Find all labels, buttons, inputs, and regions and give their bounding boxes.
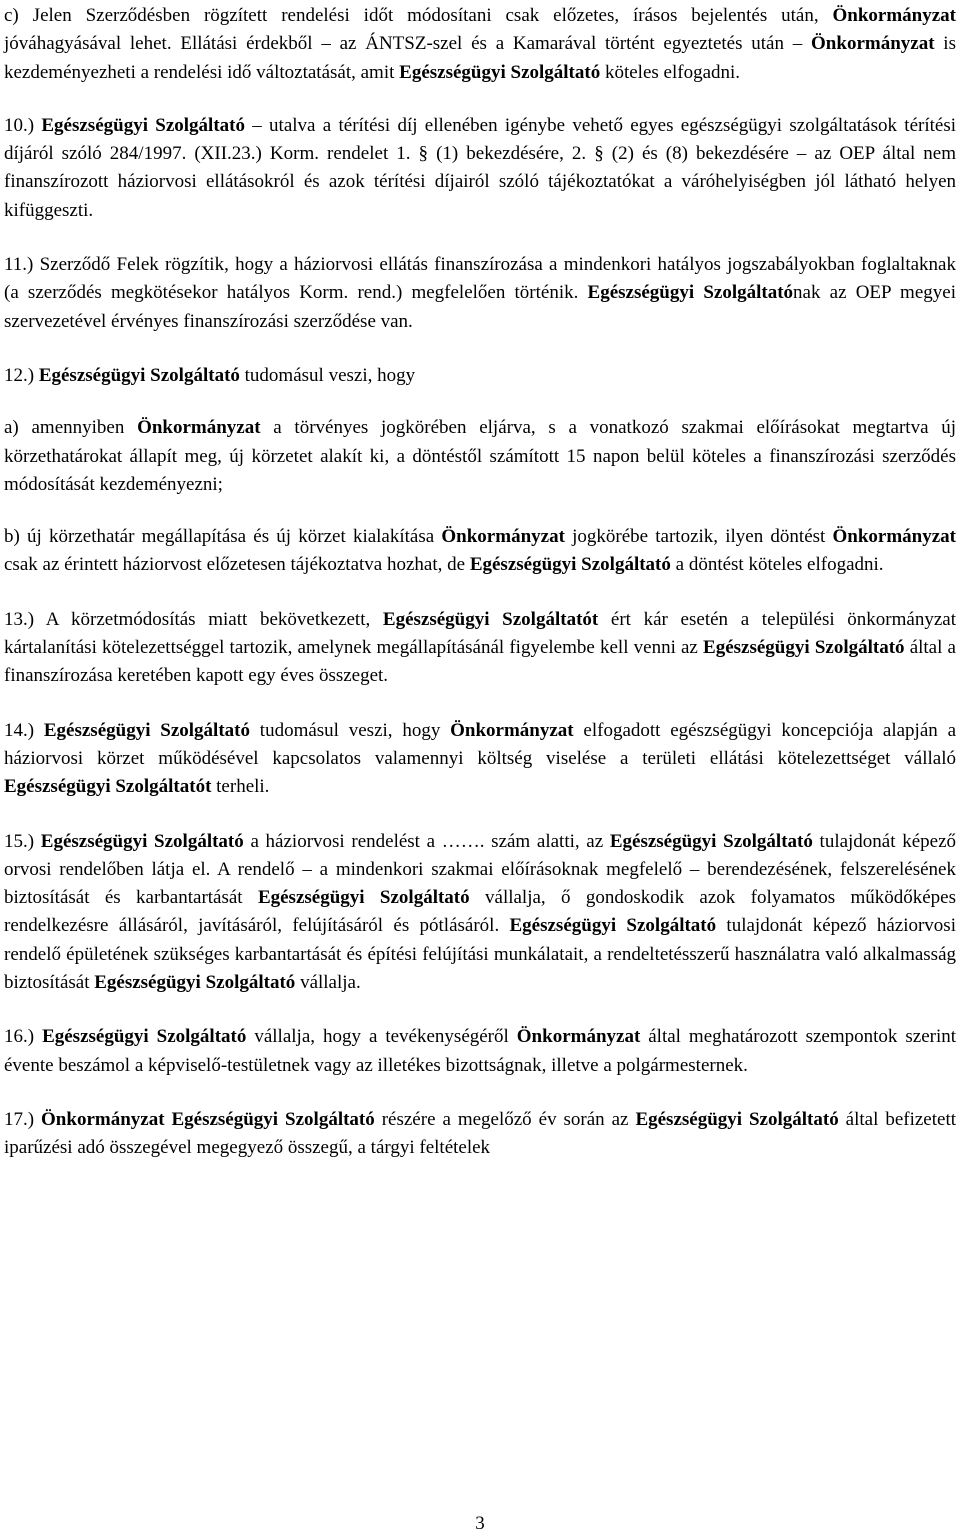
bold-text-run: Egészségügyi Szolgáltató [171, 1108, 375, 1130]
text-run: tulajdonát képező orvosi rendelőben látja el. A rendelő – a mindenkori szakmai előírásoknak megfelelő – berendezésének, felszerelésének biztosítását és karbantartását [4, 830, 956, 909]
bold-text-run: Egészségügyi Szolgáltatót [4, 776, 212, 798]
text-run: is kezdeményezheti a rendelési idő változtatását, amit [4, 33, 956, 83]
text-run: 14.) [4, 719, 44, 741]
bold-text-run: Egészségügyi Szolgáltató [509, 915, 717, 937]
text-run: a törvényes jogkörében eljárva, s a vonatkozó szakmai előírásokat megtartva új körzethatárokat állapít meg, új körzetet alakít ki, a döntéstől számított 15 napon belül köteles a finanszírozási szerződés módosítását kezdeményezni; [4, 417, 956, 495]
text-run: tulajdonát képező háziorvosi rendelő épületének szükséges karbantartását és építési felújítási munkálatait, a rendeltetésszerű használatra való alkalmasság biztosítását [4, 915, 956, 994]
bold-text-run: Egészségügyi Szolgáltató [635, 1108, 839, 1130]
text-run: csak az érintett háziorvost előzetesen tájékoztatva hozhat, de [4, 554, 470, 576]
text-run: a) amennyiben [4, 417, 138, 439]
paragraph-17 [4, 1106, 956, 1163]
text-run: tudomásul veszi, hogy [250, 719, 451, 741]
text-run: terheli. [211, 776, 270, 798]
text-run: 15.) [4, 830, 41, 852]
paragraph-11 [4, 251, 956, 336]
text-run: vállalja, ő gondoskodik azok folyamatos működőképes rendelkezésre állásáról, javításáról, felújításáról és pótlásáról. [4, 887, 956, 937]
bold-text-run: Egészségügyi Szolgáltató [399, 61, 601, 83]
bold-text-run: Önkormányzat [450, 719, 574, 741]
text-run: jóváhagyásával lehet. Ellátási érdekből – az ÁNTSZ-szel és a Kamarával történt egyeztetés után – [4, 33, 812, 55]
text-run: által a finanszírozása keretében kapott egy éves összeget. [4, 637, 956, 687]
bold-text-run: Egészségügyi Szolgáltató [42, 1026, 247, 1048]
paragraph-10 [4, 112, 956, 225]
text-run: – utalva a térítési díj ellenében igénybe vehető egyes egészségügyi szolgáltatások térítési díjáról szóló 284/1997. (XII.23.) Korm. rendelet 1. § (1) bekezdésére, 2. § (2) és (8) bekezdésére – az OEP által nem finanszírozott háziorvosi ellátásokról és azok térítési díjairól szóló tájékoztatókat a váróhelyiségben jól látható helyen kifüggeszti. [4, 114, 956, 221]
bold-text-run: Önkormányzat [41, 1108, 165, 1130]
paragraph-16 [4, 1023, 956, 1080]
bold-text-run: Önkormányzat [441, 526, 565, 548]
text-run: köteles elfogadni. [600, 61, 741, 83]
text-run: b) új körzethatár megállapítása és új körzet kialakítása [4, 526, 442, 548]
bold-text-run: Önkormányzat [516, 1026, 641, 1048]
bold-text-run: Önkormányzat [832, 526, 956, 548]
text-run: 16.) [4, 1026, 43, 1048]
paragraph-15 [4, 828, 956, 998]
text-run: 13.) A körzetmódosítás miatt bekövetkezett, [4, 608, 383, 630]
paragraph-c [4, 2, 956, 87]
text-run: által meghatározott szempontok szerint évente beszámol a képviselő-testületnek vagy az illetékes bizottságnak, illetve a polgármesternek. [4, 1026, 957, 1076]
text-run: 17.) [4, 1108, 42, 1130]
page-number: 3 [475, 1513, 485, 1534]
bold-text-run: Egészségügyi Szolgáltató [38, 364, 240, 386]
text-run: vállalja. [295, 972, 361, 994]
bold-text-run: Egészségügyi Szolgáltató [41, 114, 245, 136]
text-run: jogkörébe tartozik, ilyen döntést [564, 526, 833, 548]
text-run: 11.) Szerződő Felek rögzítik, hogy a háziorvosi ellátás finanszírozása a mindenkori hatályos jogszabályokban foglaltaknak (a szerződés megkötésekor hatályos Korm. rend.) megfelelően történik. [4, 254, 956, 304]
text-run: nak az OEP megyei szervezetével érvényes finanszírozási szerződése van. [4, 282, 956, 332]
text-run: vállalja, hogy a tevékenységéről [246, 1026, 517, 1048]
bold-text-run: Egészségügyi Szolgáltató [609, 830, 813, 852]
bold-text-run: Egészségügyi Szolgáltatót [382, 608, 599, 630]
bold-text-run: Önkormányzat [832, 5, 956, 26]
paragraph-12-b [4, 523, 956, 580]
bold-text-run: Egészségügyi Szolgáltató [703, 637, 905, 659]
paragraph-12 [4, 362, 956, 390]
bold-text-run: Önkormányzat [137, 417, 261, 439]
paragraph-13 [4, 606, 956, 691]
text-run: által befizetett iparűzési adó összegével megegyező összegű, a tárgyi feltételek [4, 1108, 956, 1159]
bold-text-run: Egészségügyi Szolgáltató [257, 887, 470, 909]
text-run: c) Jelen Szerződésben rögzített rendelési időt módosítani csak előzetes, írásos bejelentés után, [4, 5, 833, 26]
paragraph-12-a [4, 414, 956, 499]
text-run: tudomásul veszi, hogy [239, 364, 416, 386]
text-run: 12.) [4, 364, 39, 386]
text-run: ért kár esetén a települési önkormányzat kártalanítási kötelezettséggel tartozik, amelynek megállapításánál figyelembe kell venni az [4, 608, 956, 659]
bold-text-run: Egészségügyi Szolgáltató [587, 282, 794, 304]
paragraph-14 [4, 717, 956, 802]
bold-text-run: Egészségügyi Szolgáltató [40, 830, 244, 852]
text-run: 10.) [4, 114, 42, 136]
bold-text-run: Egészségügyi Szolgáltató [469, 554, 671, 576]
bold-text-run: Egészségügyi Szolgáltató [94, 972, 296, 994]
text-run: elfogadott egészségügyi koncepciója alapján a háziorvosi körzet működésével kapcsolatos valamennyi költség viselése a területi ellátási kötelezettséget vállaló [4, 719, 956, 769]
bold-text-run: Önkormányzat [811, 33, 935, 55]
text-run: részére a megelőző év során az [374, 1108, 636, 1130]
text-run: a döntést köteles elfogadni. [670, 554, 884, 576]
document-page [4, 2, 956, 1189]
bold-text-run: Egészségügyi Szolgáltató [43, 719, 250, 741]
text-run: a háziorvosi rendelést a ……. szám alatti, az [243, 830, 610, 852]
